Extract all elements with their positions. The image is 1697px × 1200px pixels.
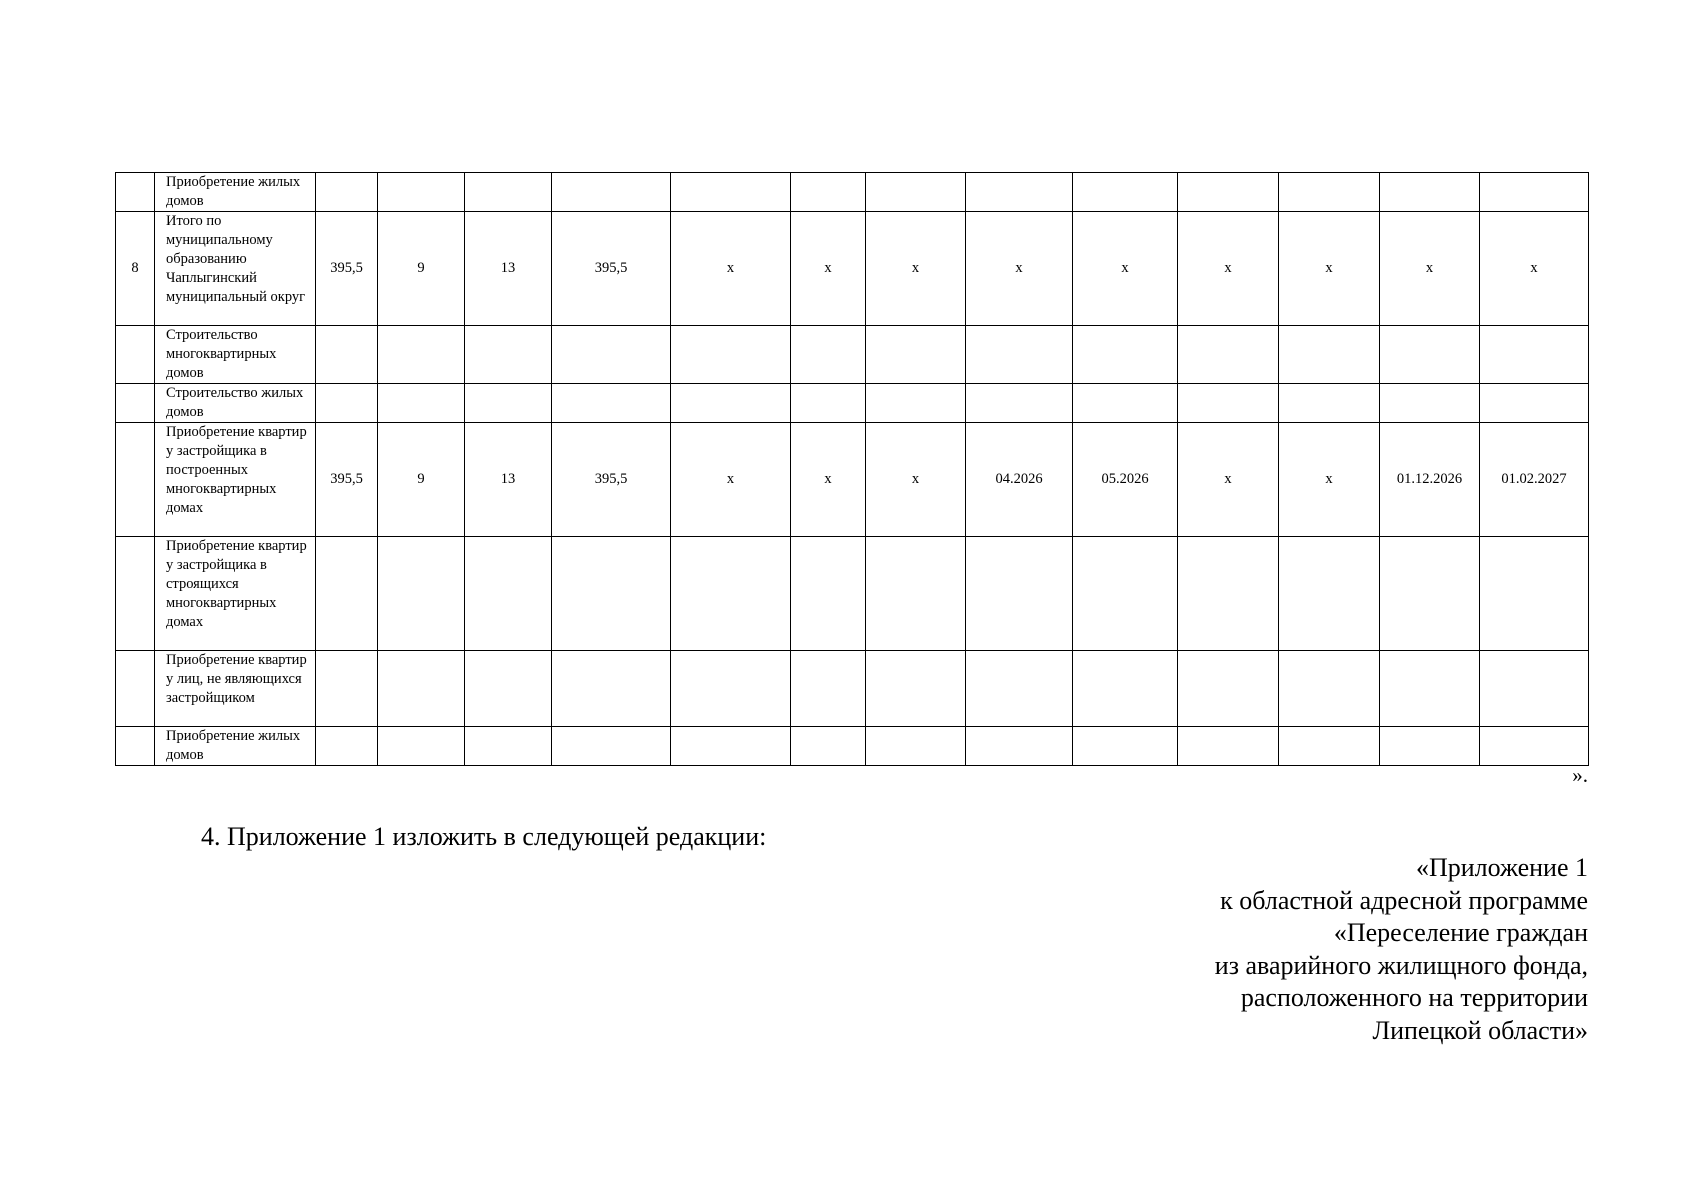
table-cell: [671, 326, 791, 384]
table-cell: [1073, 173, 1178, 212]
table-cell: [866, 537, 966, 651]
closing-quote-mark: ».: [1572, 763, 1588, 787]
table-cell: [465, 537, 552, 651]
table-cell: х: [1279, 212, 1380, 326]
appendix-header-line: из аварийного жилищного фонда,: [1214, 950, 1588, 980]
table-row: [116, 651, 1589, 727]
table-cell: [791, 651, 866, 727]
table-cell: [1178, 173, 1279, 212]
table-cell: [1073, 537, 1178, 651]
table-cell: [791, 537, 866, 651]
table-cell: 395,5: [316, 423, 378, 537]
table-cell: 9: [378, 212, 465, 326]
row-name-cell: Приобретение квартир у застройщика в строящихся многоквартирных домах: [155, 537, 316, 651]
table-cell: [378, 326, 465, 384]
table-row: [116, 727, 1589, 766]
table-cell: [1279, 651, 1380, 727]
table-cell: [671, 537, 791, 651]
table-cell: [1380, 326, 1480, 384]
table-cell: [465, 173, 552, 212]
table-cell: [1480, 173, 1589, 212]
table-cell: 04.2026: [966, 423, 1073, 537]
program-table: [115, 172, 1589, 766]
appendix-header-line: «Переселение граждан: [1333, 918, 1588, 947]
table-cell: х: [966, 212, 1073, 326]
row-number-cell: [116, 173, 155, 212]
table-cell: х: [791, 423, 866, 537]
row-name-cell: Итого по муниципальному образованию Чаплыгинский муниципальный округ: [155, 212, 316, 326]
table-cell: [791, 173, 866, 212]
table-cell: [1279, 537, 1380, 651]
table-cell: [316, 537, 378, 651]
appendix-header-line: «Приложение 1: [1415, 853, 1588, 882]
table-cell: 9: [378, 423, 465, 537]
row-number-cell: [116, 651, 155, 727]
table-cell: 01.12.2026: [1380, 423, 1480, 537]
row-number-cell: [116, 326, 155, 384]
table-cell: [316, 326, 378, 384]
row-name-cell: Приобретение жилых домов: [155, 173, 316, 212]
row-number-cell: [116, 537, 155, 651]
table-cell: х: [1279, 423, 1380, 537]
table-cell: [866, 326, 966, 384]
table-cell: [552, 173, 671, 212]
table-cell: х: [1480, 212, 1589, 326]
table-cell: [1279, 727, 1380, 766]
table-cell: [1380, 651, 1480, 727]
table-cell: [966, 537, 1073, 651]
table-cell: х: [1178, 212, 1279, 326]
table-cell: [378, 651, 465, 727]
table-cell: [378, 173, 465, 212]
table-cell: [1178, 326, 1279, 384]
table-cell: [1279, 384, 1380, 423]
table-cell: [465, 651, 552, 727]
table-cell: 13: [465, 423, 552, 537]
table-cell: [1073, 727, 1178, 766]
row-name-cell: Строительство жилых домов: [155, 384, 316, 423]
table-cell: 395,5: [552, 423, 671, 537]
appendix-header-line: к областной адресной программе: [1220, 885, 1588, 915]
table-cell: [671, 651, 791, 727]
paragraph-4: 4. Приложение 1 изложить в следующей редакции:: [201, 822, 767, 851]
table-cell: [552, 537, 671, 651]
table-cell: [1178, 651, 1279, 727]
row-name-cell: Приобретение жилых домов: [155, 727, 316, 766]
row-number-cell: 8: [116, 212, 155, 326]
table-cell: [316, 727, 378, 766]
table-row: [116, 423, 1589, 537]
table-cell: [1480, 651, 1589, 727]
table-cell: [791, 384, 866, 423]
table-cell: [1073, 651, 1178, 727]
table-cell: х: [1380, 212, 1480, 326]
table-row: [116, 173, 1589, 212]
table-cell: [378, 727, 465, 766]
table-cell: [552, 326, 671, 384]
table-cell: х: [1073, 212, 1178, 326]
table-cell: [1073, 326, 1178, 384]
table-cell: [866, 651, 966, 727]
row-number-cell: [116, 384, 155, 423]
table-cell: х: [866, 423, 966, 537]
table-cell: х: [1178, 423, 1279, 537]
table-cell: [1380, 727, 1480, 766]
appendix-header-line: Липецкой области»: [1372, 1015, 1588, 1045]
table-cell: 01.02.2027: [1480, 423, 1589, 537]
table-cell: 13: [465, 212, 552, 326]
table-cell: [316, 173, 378, 212]
table-cell: 05.2026: [1073, 423, 1178, 537]
table-cell: [966, 326, 1073, 384]
table-cell: [552, 384, 671, 423]
table-cell: [791, 326, 866, 384]
table-cell: 395,5: [316, 212, 378, 326]
row-number-cell: [116, 727, 155, 766]
table-cell: [552, 727, 671, 766]
table-cell: [966, 384, 1073, 423]
row-number-cell: [116, 423, 155, 537]
table-cell: [1480, 727, 1589, 766]
row-name-cell: Приобретение квартир у лиц, не являющихся застройщиком: [155, 651, 316, 727]
table-cell: [1380, 173, 1480, 212]
table-cell: [671, 384, 791, 423]
table-cell: [378, 384, 465, 423]
table-cell: [1480, 537, 1589, 651]
table-cell: [465, 727, 552, 766]
table-cell: [1279, 173, 1380, 212]
table-cell: [1178, 537, 1279, 651]
table-cell: [1279, 326, 1380, 384]
table-cell: [671, 727, 791, 766]
table-cell: [1178, 384, 1279, 423]
table-cell: [1178, 727, 1279, 766]
table-row: [116, 537, 1589, 651]
table-cell: х: [671, 212, 791, 326]
table-row: [116, 212, 1589, 326]
table-cell: [1380, 537, 1480, 651]
table-cell: [465, 384, 552, 423]
table-cell: [791, 727, 866, 766]
table-row: [116, 384, 1589, 423]
table-cell: [866, 173, 966, 212]
table-cell: [966, 173, 1073, 212]
table-cell: [316, 384, 378, 423]
table-row: [116, 326, 1589, 384]
appendix-header-line: расположенного на территории: [1240, 983, 1588, 1012]
table-cell: [465, 326, 552, 384]
table-cell: [966, 727, 1073, 766]
table-cell: х: [671, 423, 791, 537]
table-cell: [1480, 384, 1589, 423]
table-cell: х: [791, 212, 866, 326]
table-cell: [866, 727, 966, 766]
row-name-cell: Строительство многоквартирных домов: [155, 326, 316, 384]
table-cell: х: [866, 212, 966, 326]
table-cell: [1073, 384, 1178, 423]
table-cell: [1380, 384, 1480, 423]
table-cell: [866, 384, 966, 423]
table-cell: [966, 651, 1073, 727]
table-cell: [1480, 326, 1589, 384]
appendix-header: [1215, 852, 1588, 1047]
table-cell: 395,5: [552, 212, 671, 326]
table-cell: [316, 651, 378, 727]
table-cell: [671, 173, 791, 212]
table-cell: [378, 537, 465, 651]
row-name-cell: Приобретение квартир у застройщика в построенных многоквартирных домах: [155, 423, 316, 537]
table-cell: [552, 651, 671, 727]
